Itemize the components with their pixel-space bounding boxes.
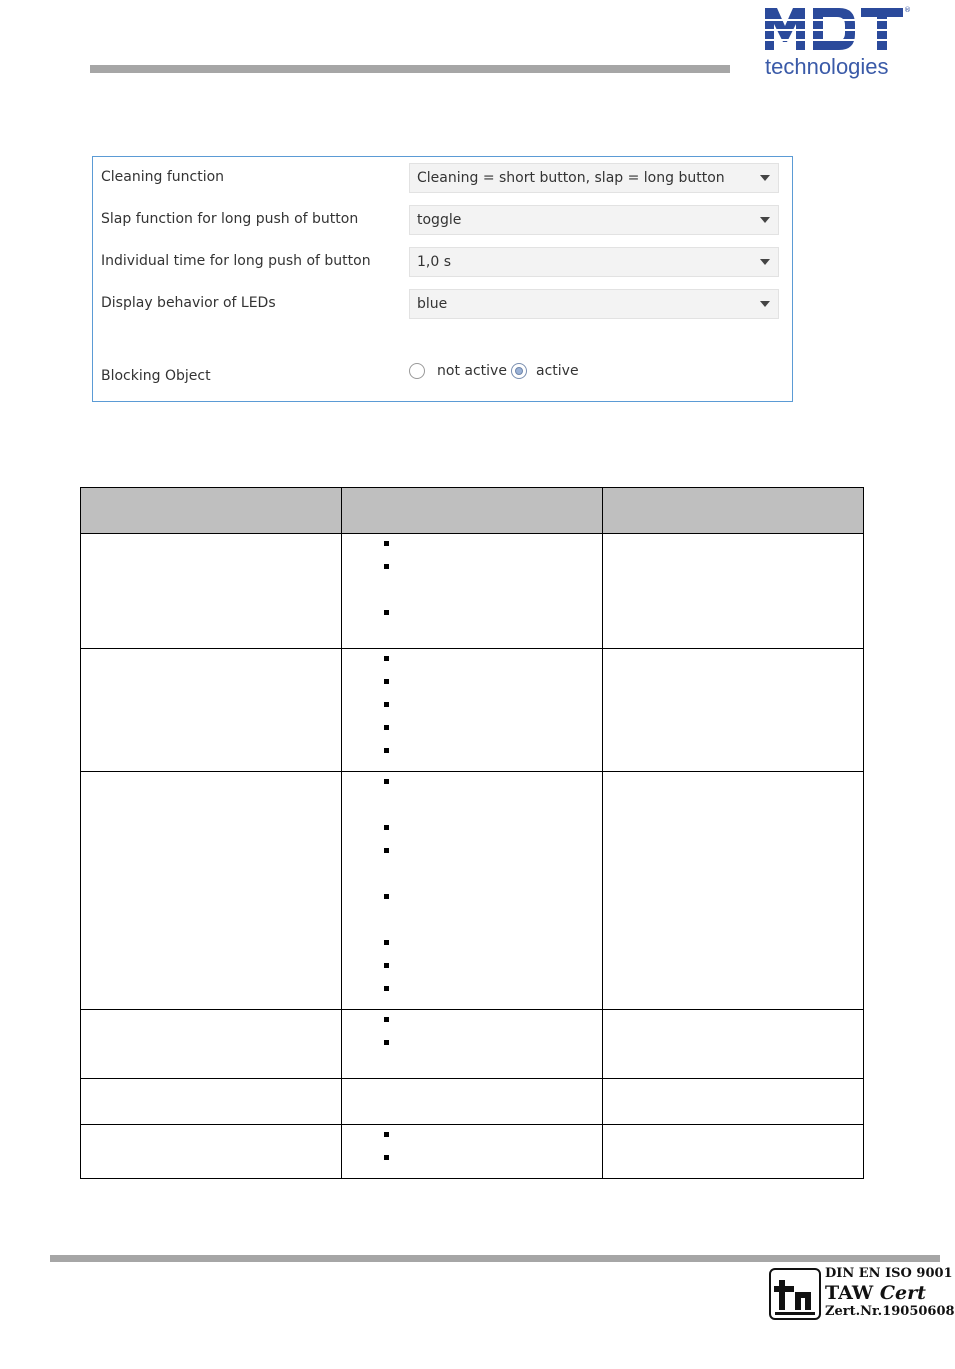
bullet-icon xyxy=(342,779,602,825)
iso-certificate xyxy=(769,1266,955,1326)
table-cell xyxy=(603,1125,864,1179)
bullet-icon xyxy=(342,963,602,986)
table-cell xyxy=(603,649,864,772)
param-row-cleaning xyxy=(93,163,792,193)
table-cell-values xyxy=(342,1125,603,1179)
table-row xyxy=(81,1079,864,1125)
bullet-icon xyxy=(342,656,602,679)
table-cell xyxy=(81,1010,342,1079)
chevron-down-icon xyxy=(760,175,770,181)
param-label: Individual time for long push of button xyxy=(101,253,371,269)
footer-rule xyxy=(50,1255,940,1262)
table-cell xyxy=(81,772,342,1010)
select-value: toggle xyxy=(417,212,462,228)
param-label: Cleaning function xyxy=(101,169,225,185)
table-cell xyxy=(603,1010,864,1079)
header-rule xyxy=(90,65,730,73)
taw-cert-logo xyxy=(769,1268,821,1320)
cert-issuer xyxy=(825,1282,955,1304)
param-row-slap xyxy=(93,205,792,235)
table-row xyxy=(81,534,864,649)
table-cell xyxy=(81,534,342,649)
mdt-logo xyxy=(763,4,913,80)
param-row-blocking xyxy=(93,363,792,393)
bullet-icon xyxy=(342,541,602,564)
cert-text xyxy=(825,1266,955,1320)
table-cell xyxy=(603,1079,864,1125)
table-cell-values xyxy=(342,649,603,772)
table-row xyxy=(81,772,864,1010)
table-cell xyxy=(603,534,864,649)
led-behavior-select[interactable] xyxy=(409,289,779,319)
table-header-cell xyxy=(342,488,603,534)
bullet-icon xyxy=(342,1155,602,1178)
radio-not-active[interactable] xyxy=(409,363,425,379)
table-row xyxy=(81,1125,864,1179)
bullet-icon xyxy=(342,748,602,771)
long-push-time-select[interactable] xyxy=(409,247,779,277)
table-header-row xyxy=(81,488,864,534)
bullet-icon xyxy=(342,1132,602,1155)
bullet-icon xyxy=(342,702,602,725)
param-row-time xyxy=(93,247,792,277)
table-cell xyxy=(81,1079,342,1125)
chevron-down-icon xyxy=(760,301,770,307)
slap-function-select[interactable] xyxy=(409,205,779,235)
table-cell xyxy=(342,1079,603,1125)
radio-active[interactable] xyxy=(511,363,527,379)
table-cell xyxy=(603,772,864,1010)
chevron-down-icon xyxy=(760,217,770,223)
ta-logo-icon xyxy=(771,1270,819,1318)
select-value: blue xyxy=(417,296,448,312)
bullet-icon xyxy=(342,610,602,633)
bullet-icon xyxy=(342,1040,602,1063)
bullet-icon xyxy=(342,894,602,940)
radio-label-active: active xyxy=(536,363,579,379)
bullet-icon xyxy=(342,986,602,1009)
table-cell-values xyxy=(342,1010,603,1079)
table-cell xyxy=(81,1125,342,1179)
radio-label-not-active: not active xyxy=(437,363,507,379)
select-value: Cleaning = short button, slap = long button xyxy=(417,170,725,186)
table-cell-values xyxy=(342,772,603,1010)
param-label: Slap function for long push of button xyxy=(101,211,359,227)
parameter-panel xyxy=(92,156,793,402)
bullet-icon xyxy=(342,564,602,610)
bullet-icon xyxy=(342,679,602,702)
cert-number: Zert.Nr.19050608 xyxy=(825,1304,955,1319)
bullet-icon xyxy=(342,725,602,748)
table-cell xyxy=(81,649,342,772)
table-header-cell xyxy=(603,488,864,534)
cleaning-function-select[interactable] xyxy=(409,163,779,193)
table-row xyxy=(81,649,864,772)
bullet-icon xyxy=(342,1017,602,1040)
logo-subtitle: technologies xyxy=(765,54,889,79)
cert-standard: DIN EN ISO 9001 xyxy=(825,1266,953,1281)
registered-mark: ® xyxy=(904,6,911,14)
cert-issuer-b: Cert xyxy=(879,1282,926,1304)
param-label: Display behavior of LEDs xyxy=(101,295,276,311)
param-label: Blocking Object xyxy=(101,368,211,384)
table-cell-values xyxy=(342,534,603,649)
table-row xyxy=(81,1010,864,1079)
select-value: 1,0 s xyxy=(417,254,452,270)
bullet-icon xyxy=(342,825,602,848)
param-row-led xyxy=(93,289,792,319)
bullet-icon xyxy=(342,940,602,963)
mdt-logo-mark xyxy=(763,4,909,54)
cert-issuer-a: TAW xyxy=(825,1282,880,1304)
table-header-cell xyxy=(81,488,342,534)
bullet-icon xyxy=(342,848,602,894)
parameter-table xyxy=(80,487,864,1179)
chevron-down-icon xyxy=(760,259,770,265)
